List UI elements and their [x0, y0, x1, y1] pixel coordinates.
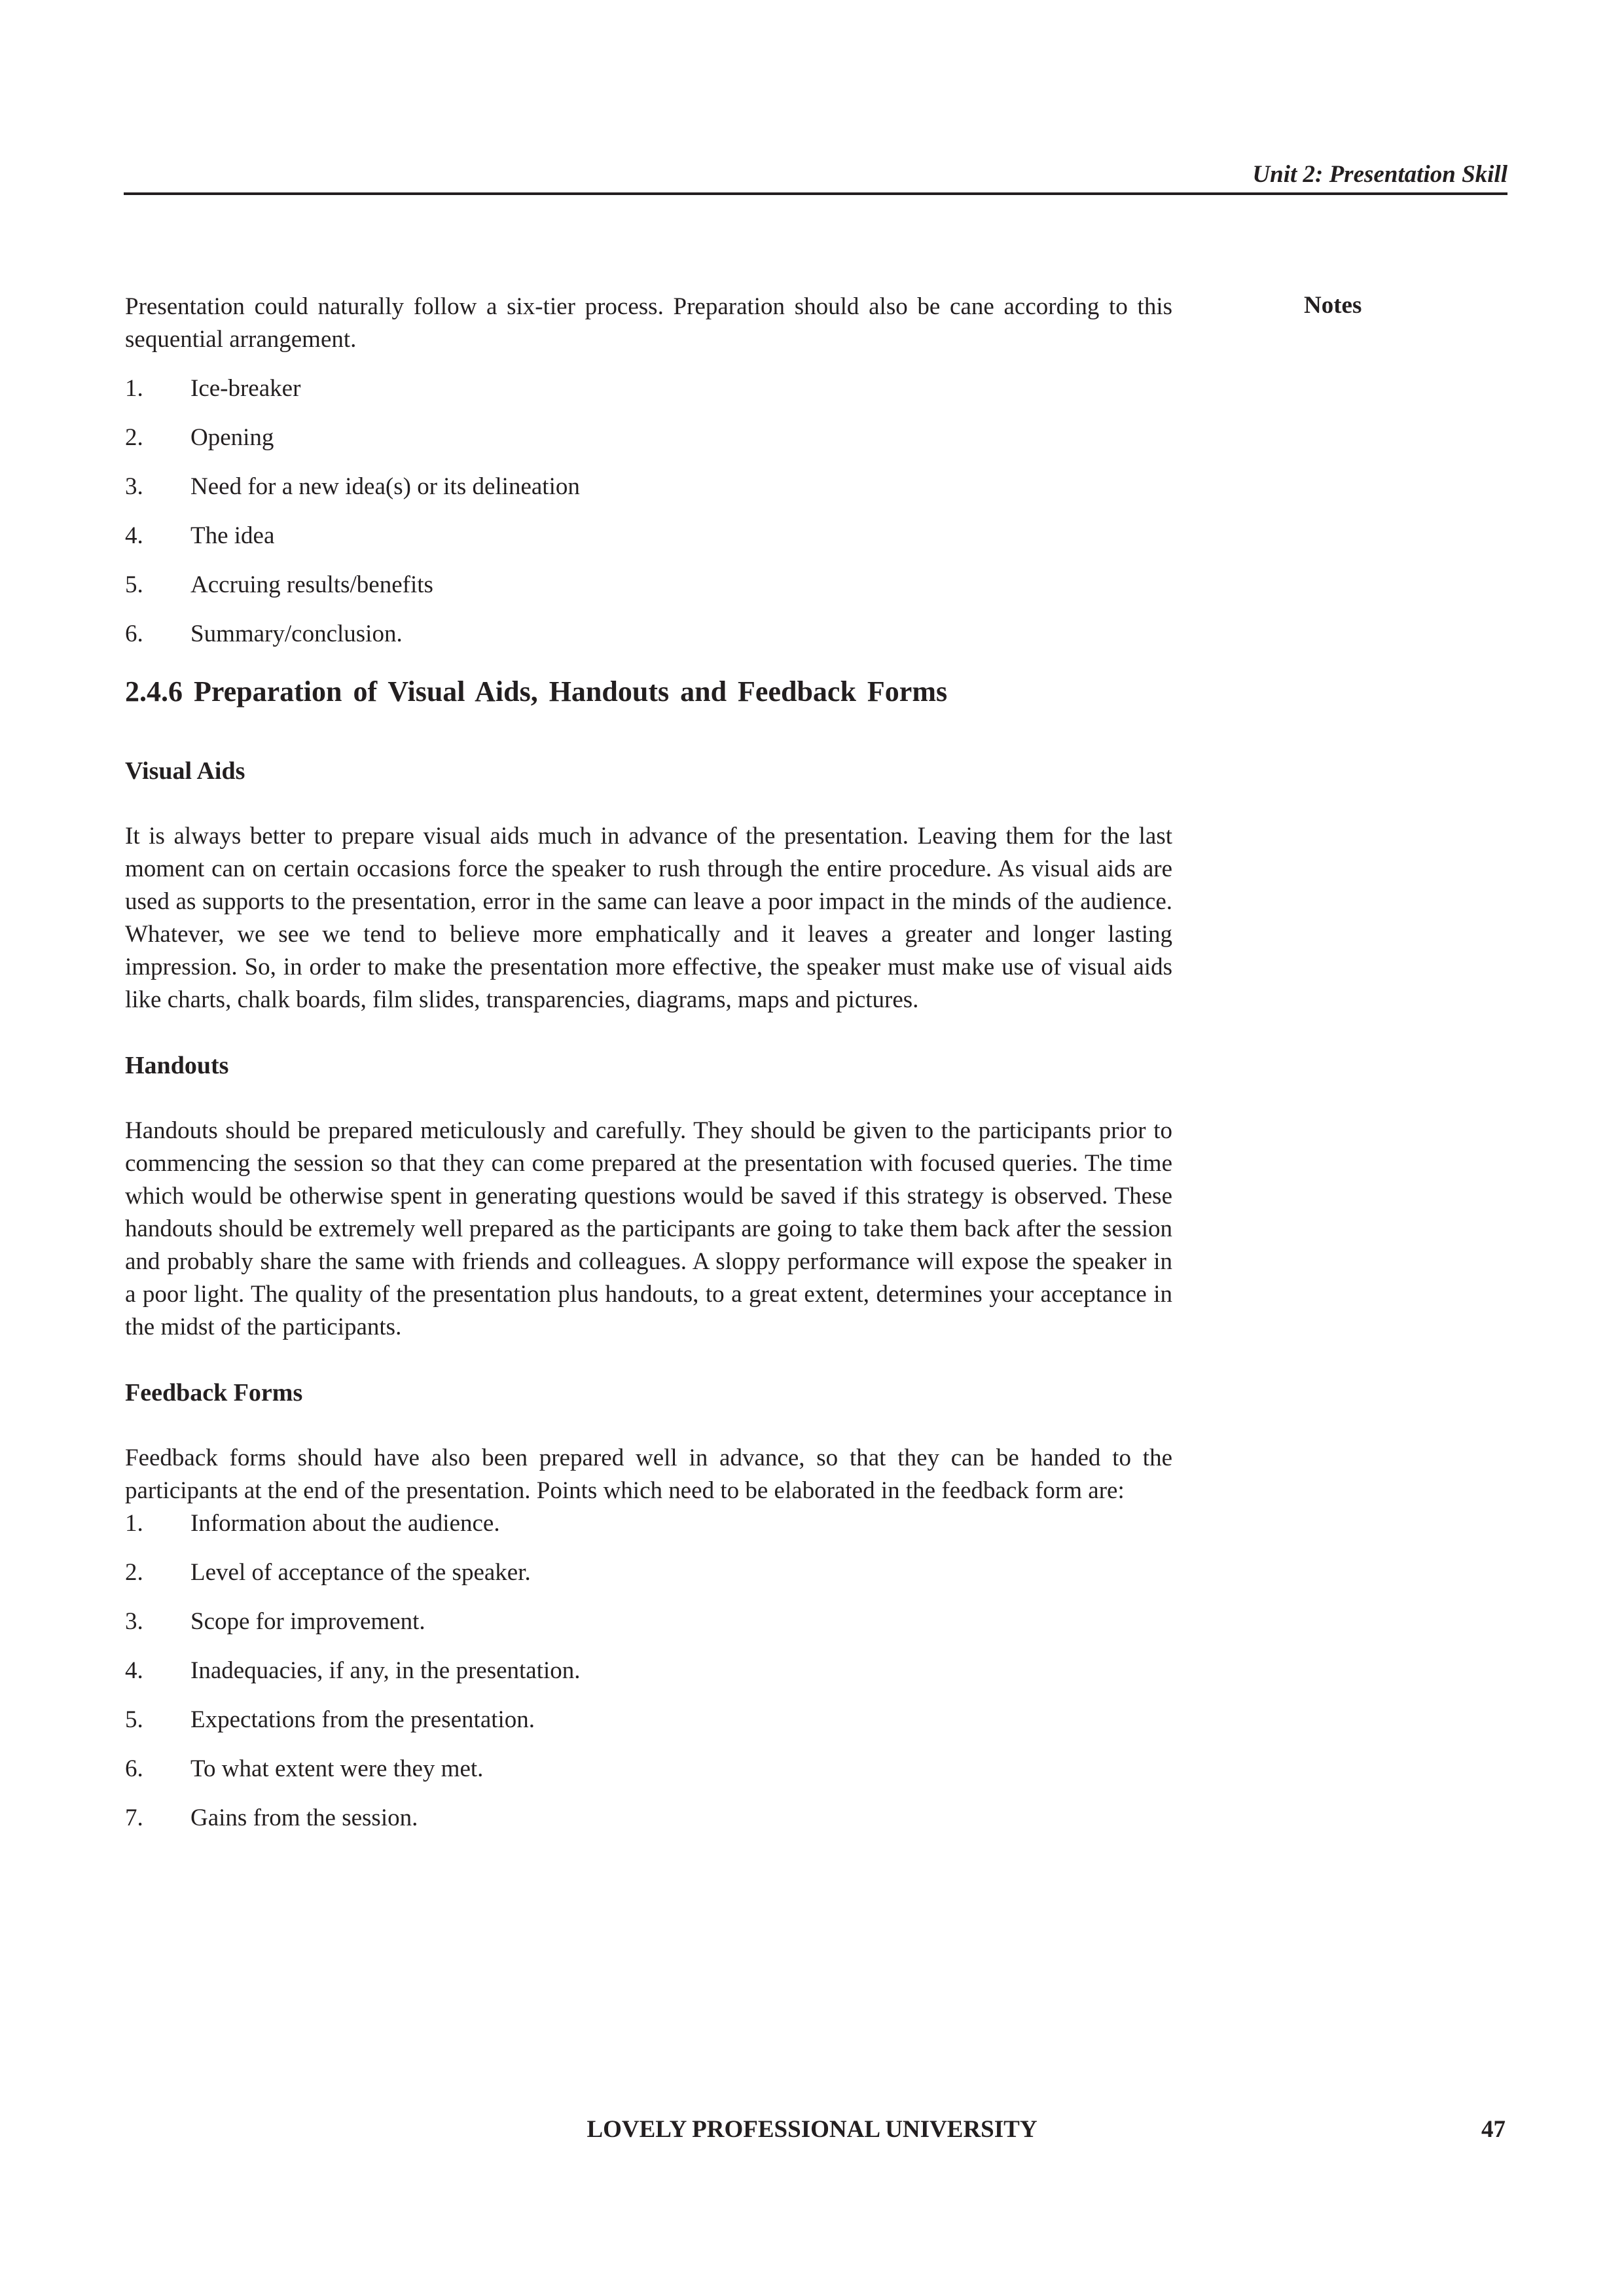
list-item-text: Gains from the session. — [190, 1804, 418, 1831]
list-item — [125, 1507, 1172, 1556]
list-item — [125, 1704, 1172, 1753]
list-item — [125, 471, 1172, 520]
list-item-text: Level of acceptance of the speaker. — [190, 1559, 531, 1586]
header-rule — [124, 192, 1507, 195]
list-item-number: 3. — [125, 473, 143, 500]
list-item — [125, 618, 1172, 651]
handouts-heading: Handouts — [125, 1052, 229, 1079]
list-item — [125, 422, 1172, 471]
list-item-number: 1. — [125, 375, 143, 402]
intro-paragraph: Presentation could naturally follow a six-tier process. Preparation should also be cane according to this sequential arrangement. — [125, 293, 1172, 353]
list-item-text: Information about the audience. — [190, 1510, 500, 1537]
feedback-forms-paragraph: Feedback forms should have also been prepared well in advance, so that they can be handed to the participants at the end of the presentation. Points which need to be elaborated in the feedback form are: — [125, 1444, 1172, 1504]
list-item-number: 2. — [125, 424, 143, 451]
list-item-number: 7. — [125, 1804, 143, 1831]
list-item — [125, 569, 1172, 618]
list-item-number: 5. — [125, 1706, 143, 1733]
list-item-text: Summary/conclusion. — [190, 620, 403, 647]
list-item — [125, 1556, 1172, 1605]
list-item-text: Opening — [190, 424, 274, 451]
list-item-text: Inadequacies, if any, in the presentation. — [190, 1657, 581, 1684]
list-item — [125, 1802, 1172, 1835]
list-item — [125, 520, 1172, 569]
list-item-text: Expectations from the presentation. — [190, 1706, 535, 1733]
list-item-number: 6. — [125, 1755, 143, 1782]
handouts-paragraph: Handouts should be prepared meticulously and carefully. They should be given to the participants prior to commencing the session so that they can come prepared at the presentation with focused queries. The time which would be otherwise spent in generating questions would be saved if this strategy is observed. These handouts should be extremely well prepared as the participants are going to take them back after the session and probably share the same with friends and colleagues. A sloppy performance will expose the speaker in a poor light. The quality of the presentation plus handouts, to a great extent, determines your acceptance in the midst of the participants. — [125, 1117, 1172, 1340]
list-item — [125, 1753, 1172, 1802]
list-item-number: 4. — [125, 1657, 143, 1684]
running-header: Unit 2: Presentation Skill — [1252, 161, 1507, 188]
list-item-number: 4. — [125, 522, 143, 549]
list-item — [125, 1655, 1172, 1704]
list-item-text: To what extent were they met. — [190, 1755, 484, 1782]
list-item — [125, 1605, 1172, 1655]
feedback-forms-heading: Feedback Forms — [125, 1379, 303, 1407]
list-item-number: 5. — [125, 571, 143, 598]
page-number: 47 — [1481, 2116, 1506, 2143]
visual-aids-heading: Visual Aids — [125, 757, 245, 785]
list-item — [125, 372, 1172, 422]
list-item-text: Accruing results/benefits — [190, 571, 433, 598]
list-item-text: Ice-breaker — [190, 375, 301, 402]
list-item-number: 3. — [125, 1608, 143, 1635]
visual-aids-paragraph: It is always better to prepare visual aids much in advance of the presentation. Leaving them for the last moment can on certain occasions force the speaker to rush through the entire procedure. As visual aids are used as supports to the presentation, error in the same can leave a poor impact in the minds of the audience. Whatever, we see we tend to believe more emphatically and it leaves a greater and longer lasting impression. So, in order to make the presentation more effective, the speaker must make use of visual aids like charts, chalk boards, film slides, transparencies, diagrams, maps and pictures. — [125, 823, 1172, 1013]
six-tier-process-list — [125, 372, 1172, 651]
list-item-text: The idea — [190, 522, 275, 549]
notes-margin-label: Notes — [1304, 292, 1362, 319]
list-item-text: Need for a new idea(s) or its delineation — [190, 473, 580, 500]
list-item-number: 1. — [125, 1510, 143, 1537]
section-heading: 2.4.6 Preparation of Visual Aids, Handouts and Feedback Forms — [125, 675, 948, 708]
page-body — [125, 291, 1172, 1835]
list-item-text: Scope for improvement. — [190, 1608, 425, 1635]
list-item-number: 6. — [125, 620, 143, 647]
footer-publisher: LOVELY PROFESSIONAL UNIVERSITY — [586, 2116, 1038, 2143]
feedback-points-list — [125, 1507, 1172, 1835]
list-item-number: 2. — [125, 1559, 143, 1586]
